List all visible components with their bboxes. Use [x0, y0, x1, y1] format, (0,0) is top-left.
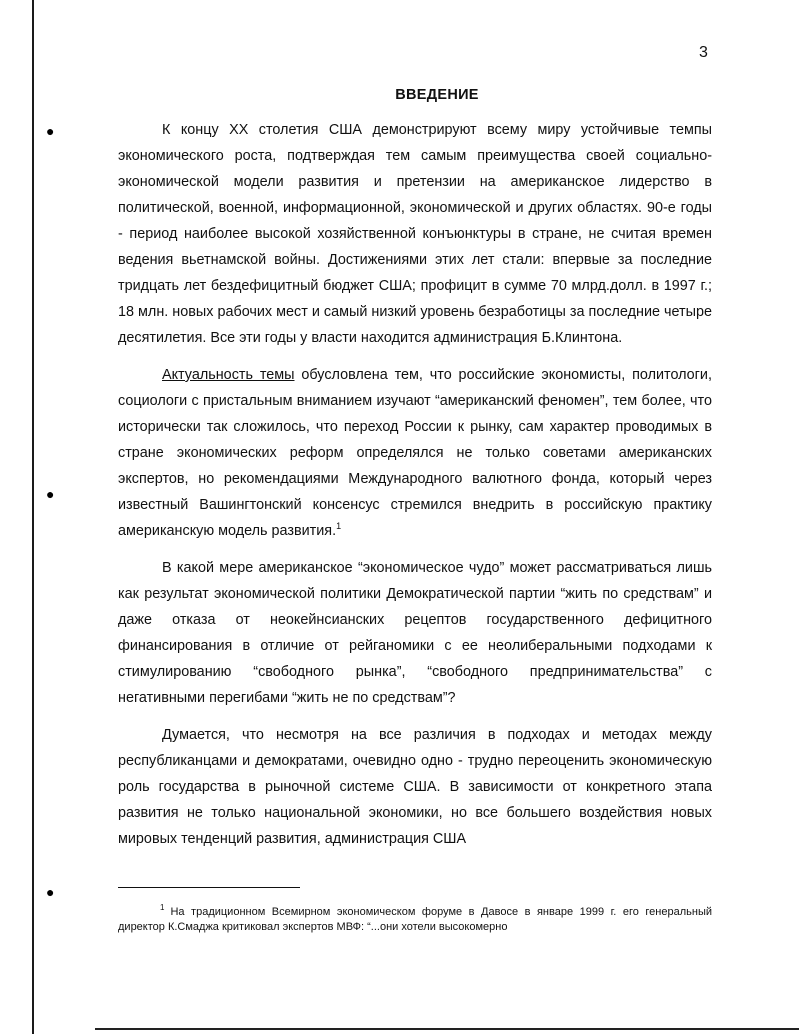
- paragraph: Актуальность темы обусловлена тем, что российские экономисты, политологи, социологи с пристальным вниманием изучают “американский феномен”, тем более, что исторически так сложилось, что переход России к рынку, сам характер проводимых в стране экономических реформ определялся не только советами американских экспертов, но рекомендациями Международного валютного фонда, который через известный Вашингтонский консенсус стремился внедрить в российскую практику американскую модель развития.$^1$: [118, 367, 712, 539]
- scan-margin-line: [32, 0, 34, 1034]
- scan-bottom-line: [95, 1028, 799, 1030]
- paragraph: Думается, что несмотря на все различия в подходах и методах между республиканцами и демократами, очевидно одно - трудно переоценить экономическую роль государства в рыночной системе США. В зависимости от конкретного этапа развития не только национальной экономики, но все большего воздействия новых мировых тенденций развития, администрация США: [118, 727, 712, 847]
- footnote-text: На традиционном Всемирном экономическом форуме в Давосе в январе 1999 г. его генеральный директор К.Смаджа критиковал экспертов МВФ: “...они хотели высокомерно: [118, 906, 712, 933]
- footnote: [118, 905, 712, 935]
- footnote-reference: 1: [336, 521, 342, 532]
- body-text: [118, 117, 712, 863]
- scan-dot-mark: ●: [46, 884, 55, 900]
- topic-relevance-heading: Актуальность темы: [162, 367, 295, 383]
- page-title: ВВЕДЕНИЕ: [395, 87, 479, 103]
- scan-dot-mark: ●: [46, 123, 55, 139]
- footnote-separator: [118, 887, 300, 888]
- scan-dot-mark: ●: [46, 486, 55, 502]
- paragraph: В какой мере американское “экономическое чудо” может рассматриваться лишь как результат экономической политики Демократической партии “жить по средствам” и даже отказа от неокейнсианских рецептов государственного дефицитного финансирования в отличие от рейганомики с ее неолиберальными подходами к стимулированию “свободного рынка”, “свободного предпринимательства” с негативными перегибами “жить не по средствам”?: [118, 560, 712, 706]
- footnote-mark: 1: [160, 903, 165, 913]
- paragraph: К концу XX столетия США демонстрируют всему миру устойчивые темпы экономического роста, подтверждая тем самым преимущества своей социально-экономической модели развития и претензии на американское лидерство в политической, военной, информационной, экономической и других областях. 90-е годы - период наиболее высокой хозяйственной конъюнктуры в стране, не считая времен ведения вьетнамской войны. Достижениями этих лет стали: впервые за последние тридцать лет бездефицитный бюджет США; профицит в сумме 70 млрд.долл. в 1997 г.; 18 млн. новых рабочих мест и самый низкий уровень безработицы за последние четыре десятилетия. Все эти годы у власти находится администрация Б.Клинтона.: [118, 122, 712, 346]
- page-number: 3: [699, 44, 708, 61]
